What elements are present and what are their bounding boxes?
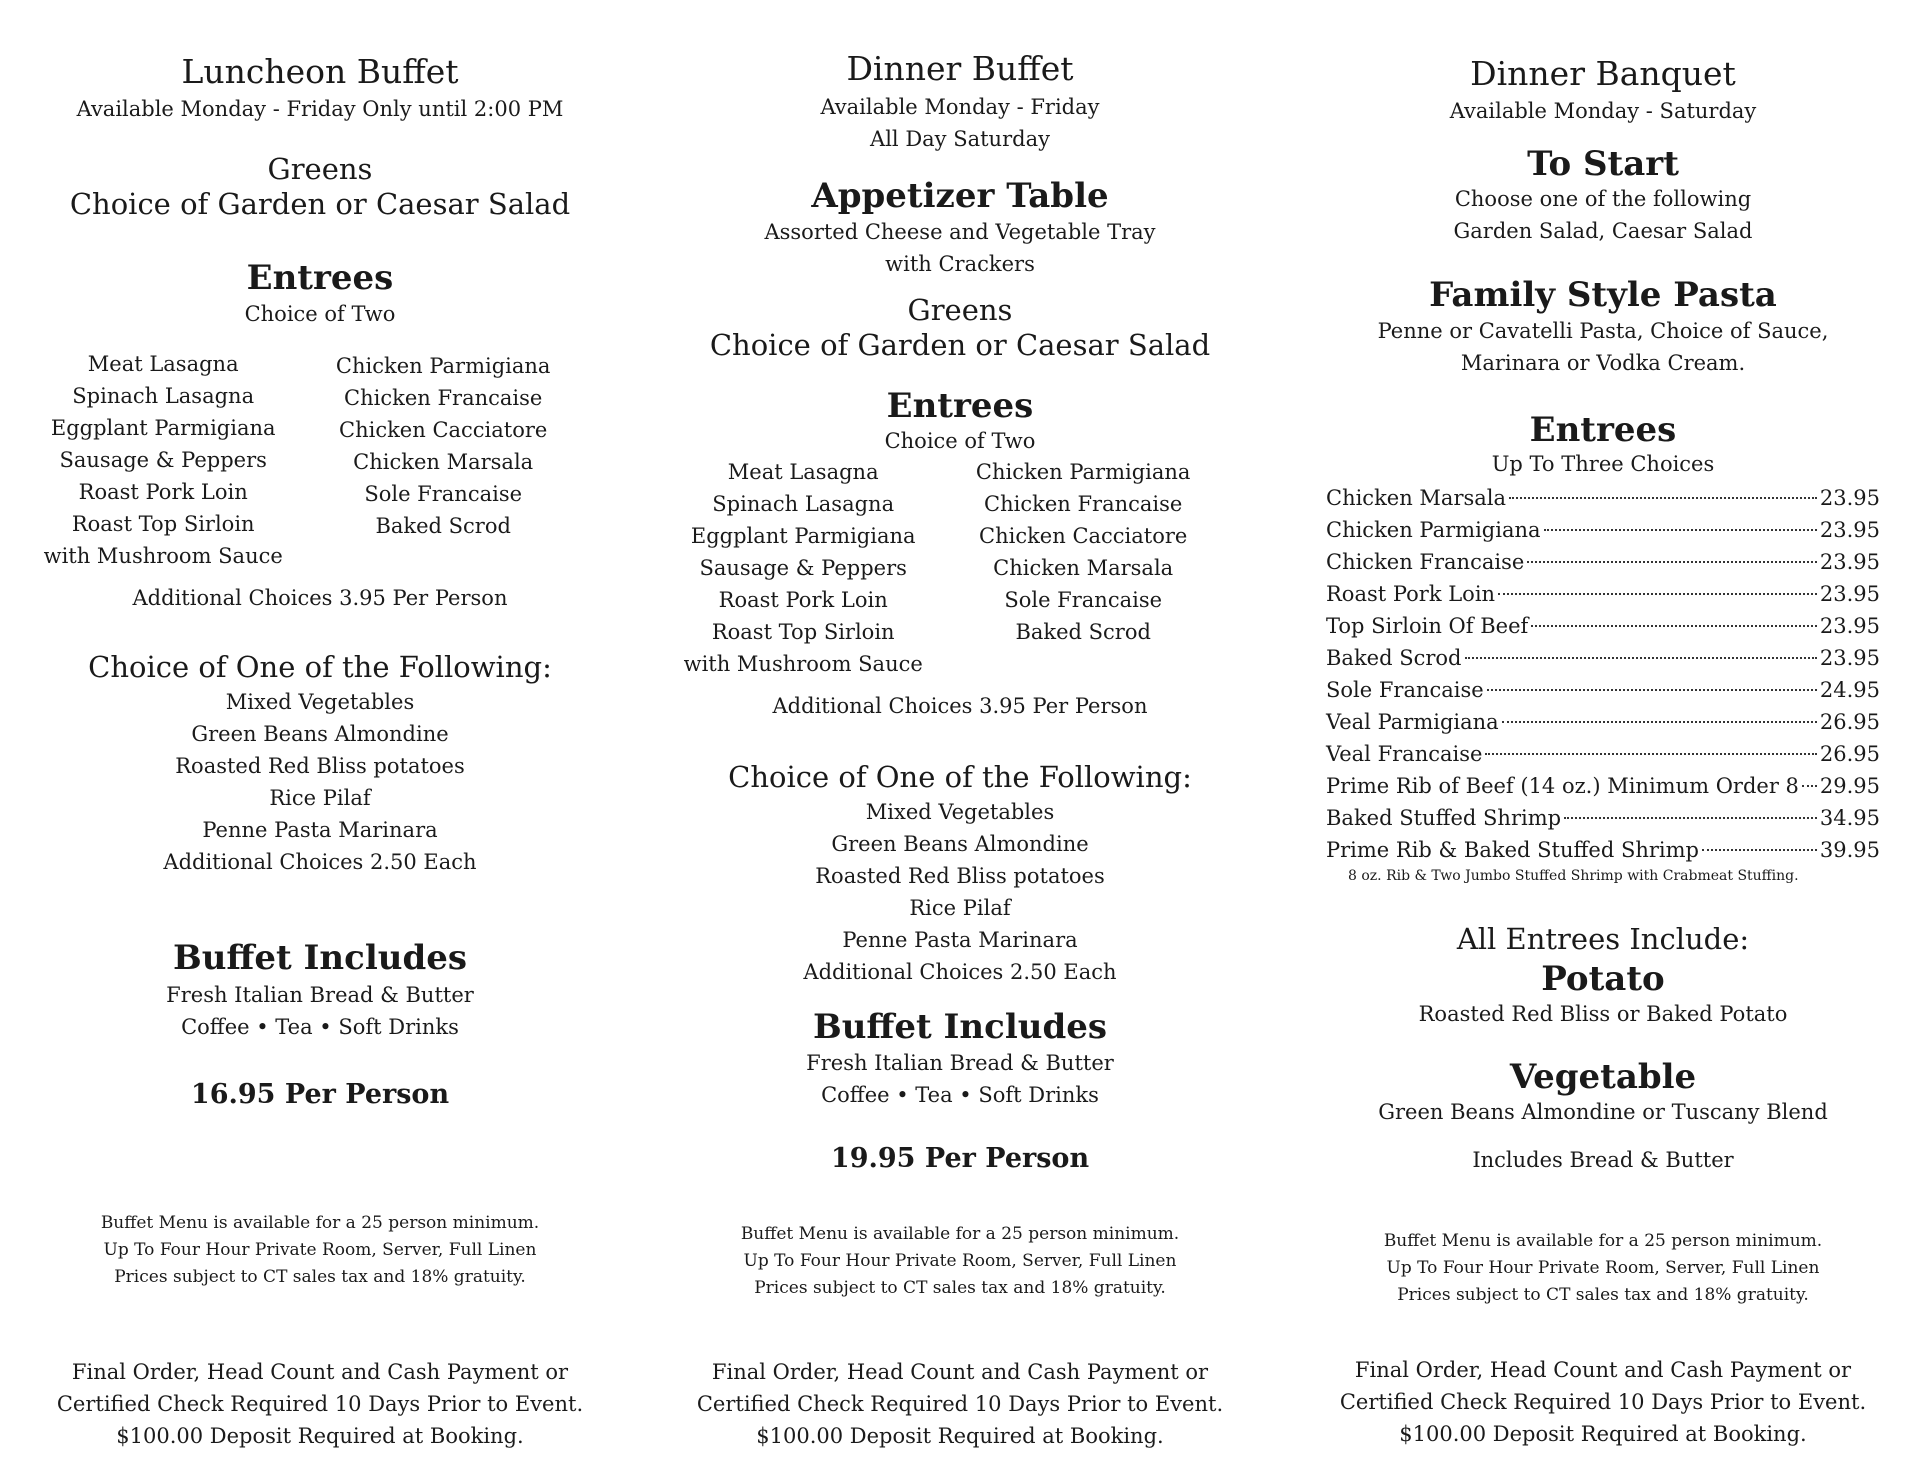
final-line: Final Order, Head Count and Cash Payment or bbox=[1354, 1358, 1852, 1382]
side-item: Green Beans Almondine bbox=[191, 722, 449, 746]
menu-item: Baked Scrod bbox=[1015, 620, 1151, 644]
menu-item: Chicken Cacciatore bbox=[979, 524, 1188, 548]
menu-item: Baked Scrod bbox=[375, 514, 511, 538]
terms-line: Buffet Menu is available for a 25 person minimum. bbox=[100, 1213, 540, 1233]
luncheon-greens-heading: Greens bbox=[267, 152, 373, 186]
entree-price: 23.95 bbox=[1819, 518, 1880, 542]
entree-price: 23.95 bbox=[1819, 582, 1880, 606]
banquet-entrees-price-list bbox=[1326, 482, 1880, 886]
menu-item: Chicken Francaise bbox=[984, 492, 1183, 516]
appetizer-line: with Crackers bbox=[885, 252, 1035, 276]
bread-text: Includes Bread & Butter bbox=[1472, 1148, 1734, 1172]
terms-line: Up To Four Hour Private Room, Server, Full Linen bbox=[103, 1240, 537, 1260]
pasta-line: Marinara or Vodka Cream. bbox=[1460, 351, 1746, 375]
menu-item: Roast Top Sirloin bbox=[711, 620, 895, 644]
dinner-entrees-left bbox=[680, 456, 926, 680]
dinner-greens-heading: Greens bbox=[907, 293, 1013, 327]
final-line: Final Order, Head Count and Cash Payment or bbox=[711, 1360, 1209, 1384]
menu-item: Sausage & Peppers bbox=[59, 448, 267, 472]
includes-item: Coffee • Tea • Soft Drinks bbox=[821, 1083, 1099, 1107]
luncheon-price: 16.95 Per Person bbox=[190, 1079, 450, 1110]
dinner-buffet-availability bbox=[680, 91, 1240, 155]
side-item: Additional Choices 2.50 Each bbox=[163, 850, 477, 874]
availability-line: Available Monday - Friday bbox=[820, 95, 1100, 119]
luncheon-includes-list bbox=[40, 979, 600, 1043]
entree-name: Chicken Francaise bbox=[1326, 550, 1525, 574]
banquet-terms bbox=[1326, 1228, 1880, 1309]
menu-item: Eggplant Parmigiana bbox=[690, 524, 916, 548]
terms-line: Prices subject to CT sales tax and 18% gratuity. bbox=[754, 1278, 1166, 1298]
menu-item: Meat Lasagna bbox=[727, 460, 879, 484]
vegetable-text: Green Beans Almondine or Tuscany Blend bbox=[1378, 1100, 1828, 1124]
final-line: $100.00 Deposit Required at Booking. bbox=[1399, 1422, 1807, 1446]
banquet-entrees-heading: Entrees bbox=[1529, 410, 1677, 450]
price-row bbox=[1326, 706, 1880, 738]
dinner-includes-list bbox=[680, 1047, 1240, 1111]
luncheon-entrees-right bbox=[286, 348, 600, 572]
entree-name: Prime Rib & Baked Stuffed Shrimp bbox=[1326, 838, 1699, 862]
dinner-sides-heading: Choice of One of the Following: bbox=[728, 760, 1192, 794]
luncheon-entrees-list bbox=[40, 348, 600, 572]
dinner-sides-list bbox=[680, 796, 1240, 988]
price-row bbox=[1326, 482, 1880, 514]
menu-item: Chicken Marsala bbox=[993, 556, 1174, 580]
entree-name: Prime Rib of Beef (14 oz.) Minimum Order 8 bbox=[1326, 774, 1799, 798]
menu-item: Roast Pork Loin bbox=[78, 480, 248, 504]
side-item: Rice Pilaf bbox=[909, 896, 1011, 920]
menu-item: Roast Top Sirloin bbox=[71, 512, 255, 536]
entree-name: Chicken Parmigiana bbox=[1326, 518, 1541, 542]
entree-price: 26.95 bbox=[1819, 742, 1880, 766]
luncheon-sides-list bbox=[40, 686, 600, 878]
luncheon-title: Luncheon Buffet bbox=[181, 52, 459, 91]
includes-item: Fresh Italian Bread & Butter bbox=[166, 983, 474, 1007]
menu-item: Meat Lasagna bbox=[87, 352, 239, 376]
banquet-availability: Available Monday - Saturday bbox=[1449, 99, 1757, 123]
menu-item: Eggplant Parmigiana bbox=[50, 416, 276, 440]
menu-item: with Mushroom Sauce bbox=[683, 652, 923, 676]
potato-text: Roasted Red Bliss or Baked Potato bbox=[1418, 1002, 1788, 1026]
menu-item: Spinach Lasagna bbox=[712, 492, 895, 516]
menu-item: Chicken Marsala bbox=[353, 450, 534, 474]
side-item: Mixed Vegetables bbox=[865, 800, 1055, 824]
price-row bbox=[1326, 514, 1880, 546]
potato-heading: Potato bbox=[1541, 959, 1665, 999]
final-line: $100.00 Deposit Required at Booking. bbox=[116, 1424, 524, 1448]
entree-price: 39.95 bbox=[1819, 838, 1880, 862]
final-line: Certified Check Required 10 Days Prior to Event. bbox=[696, 1392, 1224, 1416]
luncheon-terms bbox=[40, 1210, 600, 1291]
entree-price: 26.95 bbox=[1819, 710, 1880, 734]
luncheon-additional-entrees: Additional Choices 3.95 Per Person bbox=[132, 586, 508, 610]
includes-item: Fresh Italian Bread & Butter bbox=[806, 1051, 1114, 1075]
banquet-pasta-heading: Family Style Pasta bbox=[1429, 275, 1777, 315]
final-line: Final Order, Head Count and Cash Payment or bbox=[71, 1360, 569, 1384]
luncheon-greens-text: Choice of Garden or Caesar Salad bbox=[69, 187, 571, 221]
pasta-line: Penne or Cavatelli Pasta, Choice of Sauce, bbox=[1377, 319, 1829, 343]
menu-item: Roast Pork Loin bbox=[718, 588, 888, 612]
dinner-entrees-sub: Choice of Two bbox=[884, 429, 1036, 453]
final-line: Certified Check Required 10 Days Prior to Event. bbox=[1339, 1390, 1867, 1414]
side-item: Additional Choices 2.50 Each bbox=[803, 960, 1117, 984]
entree-price: 29.95 bbox=[1819, 774, 1880, 798]
luncheon-includes-heading: Buffet Includes bbox=[172, 938, 468, 978]
price-row bbox=[1326, 578, 1880, 610]
luncheon-entrees-left bbox=[40, 348, 286, 572]
dinner-entrees-list bbox=[680, 456, 1240, 680]
entree-price: 23.95 bbox=[1819, 550, 1880, 574]
price-row bbox=[1326, 642, 1880, 674]
price-row bbox=[1326, 802, 1880, 834]
dinner-additional-entrees: Additional Choices 3.95 Per Person bbox=[772, 694, 1148, 718]
banquet-final-notice bbox=[1326, 1354, 1880, 1450]
luncheon-sides-heading: Choice of One of the Following: bbox=[88, 650, 552, 684]
terms-line: Buffet Menu is available for a 25 person minimum. bbox=[740, 1224, 1180, 1244]
side-item: Penne Pasta Marinara bbox=[842, 928, 1078, 952]
dinner-buffet-title: Dinner Buffet bbox=[846, 49, 1074, 88]
price-row bbox=[1326, 674, 1880, 706]
terms-line: Up To Four Hour Private Room, Server, Full Linen bbox=[1386, 1258, 1820, 1278]
luncheon-availability: Available Monday - Friday Only until 2:00 PM bbox=[76, 97, 564, 121]
price-row bbox=[1326, 610, 1880, 642]
appetizer-heading: Appetizer Table bbox=[811, 176, 1109, 216]
side-item: Green Beans Almondine bbox=[831, 832, 1089, 856]
side-item: Roasted Red Bliss potatoes bbox=[175, 754, 465, 778]
luncheon-final-notice bbox=[40, 1356, 600, 1452]
banquet-pasta-text bbox=[1326, 315, 1880, 379]
dinner-greens-text: Choice of Garden or Caesar Salad bbox=[709, 328, 1211, 362]
start-line: Garden Salad, Caesar Salad bbox=[1453, 219, 1753, 243]
luncheon-entrees-sub: Choice of Two bbox=[244, 302, 396, 326]
dinner-includes-heading: Buffet Includes bbox=[812, 1007, 1108, 1047]
entree-name: Top Sirloin Of Beef bbox=[1326, 614, 1529, 638]
menu-item: Spinach Lasagna bbox=[72, 384, 255, 408]
entree-name: Veal Francaise bbox=[1326, 742, 1483, 766]
menu-item: Chicken Cacciatore bbox=[339, 418, 548, 442]
menu-item: Sole Francaise bbox=[364, 482, 523, 506]
side-item: Rice Pilaf bbox=[269, 786, 371, 810]
dinner-buffet-final-notice bbox=[680, 1356, 1240, 1452]
final-line: $100.00 Deposit Required at Booking. bbox=[756, 1424, 1164, 1448]
entree-price: 23.95 bbox=[1819, 646, 1880, 670]
terms-line: Prices subject to CT sales tax and 18% gratuity. bbox=[114, 1267, 526, 1287]
banquet-entrees-sub: Up To Three Choices bbox=[1491, 452, 1715, 476]
entree-name: Roast Pork Loin bbox=[1326, 582, 1496, 606]
banquet-start-heading: To Start bbox=[1527, 144, 1679, 184]
entrees-footnote: 8 oz. Rib & Two Jumbo Stuffed Shrimp with Crabmeat Stuffing. bbox=[1348, 868, 1799, 884]
menu-item: Chicken Parmigiana bbox=[975, 460, 1191, 484]
terms-line: Buffet Menu is available for a 25 person minimum. bbox=[1383, 1231, 1823, 1251]
banquet-title: Dinner Banquet bbox=[1470, 54, 1736, 93]
includes-item: Coffee • Tea • Soft Drinks bbox=[181, 1015, 459, 1039]
menu-item: Chicken Parmigiana bbox=[335, 354, 551, 378]
menu-item: with Mushroom Sauce bbox=[43, 544, 283, 568]
dinner-buffet-price: 19.95 Per Person bbox=[830, 1143, 1090, 1174]
appetizer-line: Assorted Cheese and Vegetable Tray bbox=[764, 220, 1156, 244]
menu-item: Sausage & Peppers bbox=[699, 556, 907, 580]
vegetable-heading: Vegetable bbox=[1509, 1057, 1697, 1097]
price-row bbox=[1326, 546, 1880, 578]
entree-name: Baked Stuffed Shrimp bbox=[1326, 806, 1562, 830]
all-entrees-include-heading: All Entrees Include: bbox=[1456, 922, 1750, 956]
dinner-entrees-heading: Entrees bbox=[886, 386, 1034, 426]
terms-line: Up To Four Hour Private Room, Server, Full Linen bbox=[743, 1251, 1177, 1271]
entree-name: Chicken Marsala bbox=[1326, 486, 1507, 510]
entree-price: 23.95 bbox=[1819, 614, 1880, 638]
entree-price: 23.95 bbox=[1819, 486, 1880, 510]
start-line: Choose one of the following bbox=[1454, 187, 1752, 211]
menu-item: Chicken Francaise bbox=[344, 386, 543, 410]
terms-line: Prices subject to CT sales tax and 18% gratuity. bbox=[1397, 1285, 1809, 1305]
banquet-start-text bbox=[1326, 183, 1880, 247]
availability-line: All Day Saturday bbox=[870, 127, 1050, 151]
side-item: Roasted Red Bliss potatoes bbox=[815, 864, 1105, 888]
luncheon-entrees-heading: Entrees bbox=[246, 258, 394, 298]
dinner-buffet-terms bbox=[680, 1221, 1240, 1302]
price-row bbox=[1326, 834, 1880, 866]
entree-price: 34.95 bbox=[1819, 806, 1880, 830]
price-row bbox=[1326, 770, 1880, 802]
entree-name: Baked Scrod bbox=[1326, 646, 1462, 670]
entree-name: Sole Francaise bbox=[1326, 678, 1484, 702]
menu-item: Sole Francaise bbox=[1004, 588, 1163, 612]
entree-price: 24.95 bbox=[1819, 678, 1880, 702]
dinner-entrees-right bbox=[926, 456, 1240, 680]
entree-name: Veal Parmigiana bbox=[1326, 710, 1499, 734]
appetizer-text bbox=[680, 216, 1240, 280]
side-item: Mixed Vegetables bbox=[225, 690, 415, 714]
final-line: Certified Check Required 10 Days Prior to Event. bbox=[56, 1392, 584, 1416]
side-item: Penne Pasta Marinara bbox=[202, 818, 438, 842]
price-row bbox=[1326, 738, 1880, 770]
